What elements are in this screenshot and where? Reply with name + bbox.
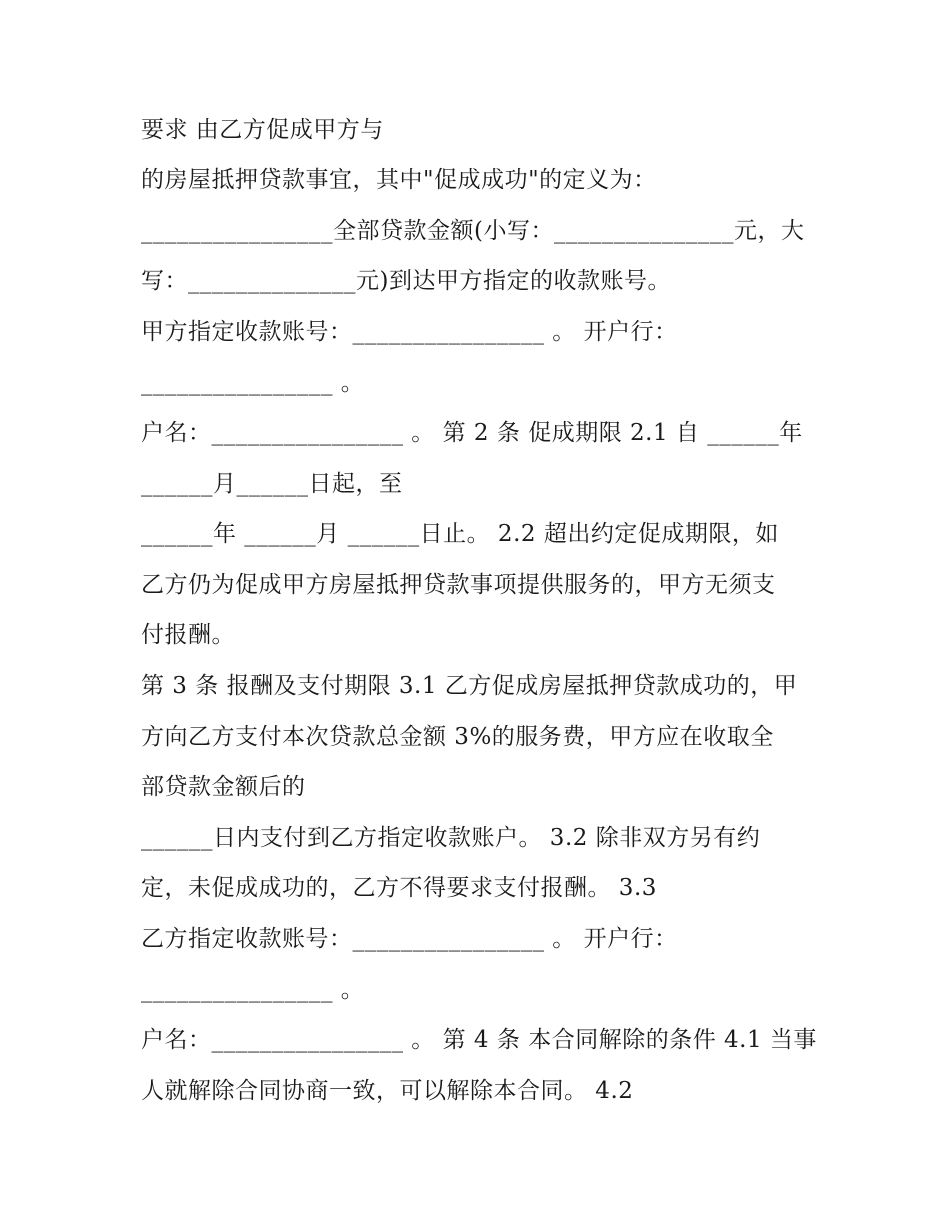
text-line: 写：______________元)到达甲方指定的收款账号。 [141, 268, 671, 294]
text-line: 第 3 条 报酬及支付期限 3.1 乙方促成房屋抵押贷款成功的，甲 [141, 673, 798, 699]
text-line: 方向乙方支付本次贷款总金额 3%的服务费，甲方应在收取全 [141, 724, 774, 750]
text-line: 的房屋抵押贷款事宜，其中"促成成功"的定义为： [141, 167, 657, 193]
text-line: 户名：________________ 。 第 2 条 促成期限 2.1 自 ______年 [141, 420, 803, 446]
text-line: 乙方仍为促成甲方房屋抵押贷款事项提供服务的，甲方无须支 [141, 572, 776, 598]
text-line: ________________ 。 [141, 370, 365, 396]
text-line: 户名：________________ 。 第 4 条 本合同解除的条件 4.1 当事 [141, 1027, 817, 1053]
text-line: 要求 由乙方促成甲方与 [141, 117, 384, 143]
text-line: 付报酬。 [141, 622, 235, 648]
text-line: ______日内支付到乙方指定收款账户。 3.2 除非双方另有约 [141, 825, 761, 851]
text-line: 部贷款金额后的 [141, 774, 306, 800]
text-line: 人就解除合同协商一致，可以解除本合同。 4.2 [141, 1078, 634, 1104]
text-line: 定，未促成成功的，乙方不得要求支付报酬。 3.3 [141, 875, 657, 901]
text-line: ________________全部贷款金额(小写：_______________元，大 [141, 218, 805, 244]
text-line: ________________ 。 [141, 977, 365, 1003]
text-line: 甲方指定收款账号：________________ 。 开户行： [141, 319, 678, 345]
text-line: ______年 ______月 ______日止。 2.2 超出约定促成期限，如 [141, 521, 779, 547]
text-line: ______月______日起，至 [141, 471, 403, 497]
text-line: 乙方指定收款账号：________________ 。 开户行： [141, 926, 678, 952]
